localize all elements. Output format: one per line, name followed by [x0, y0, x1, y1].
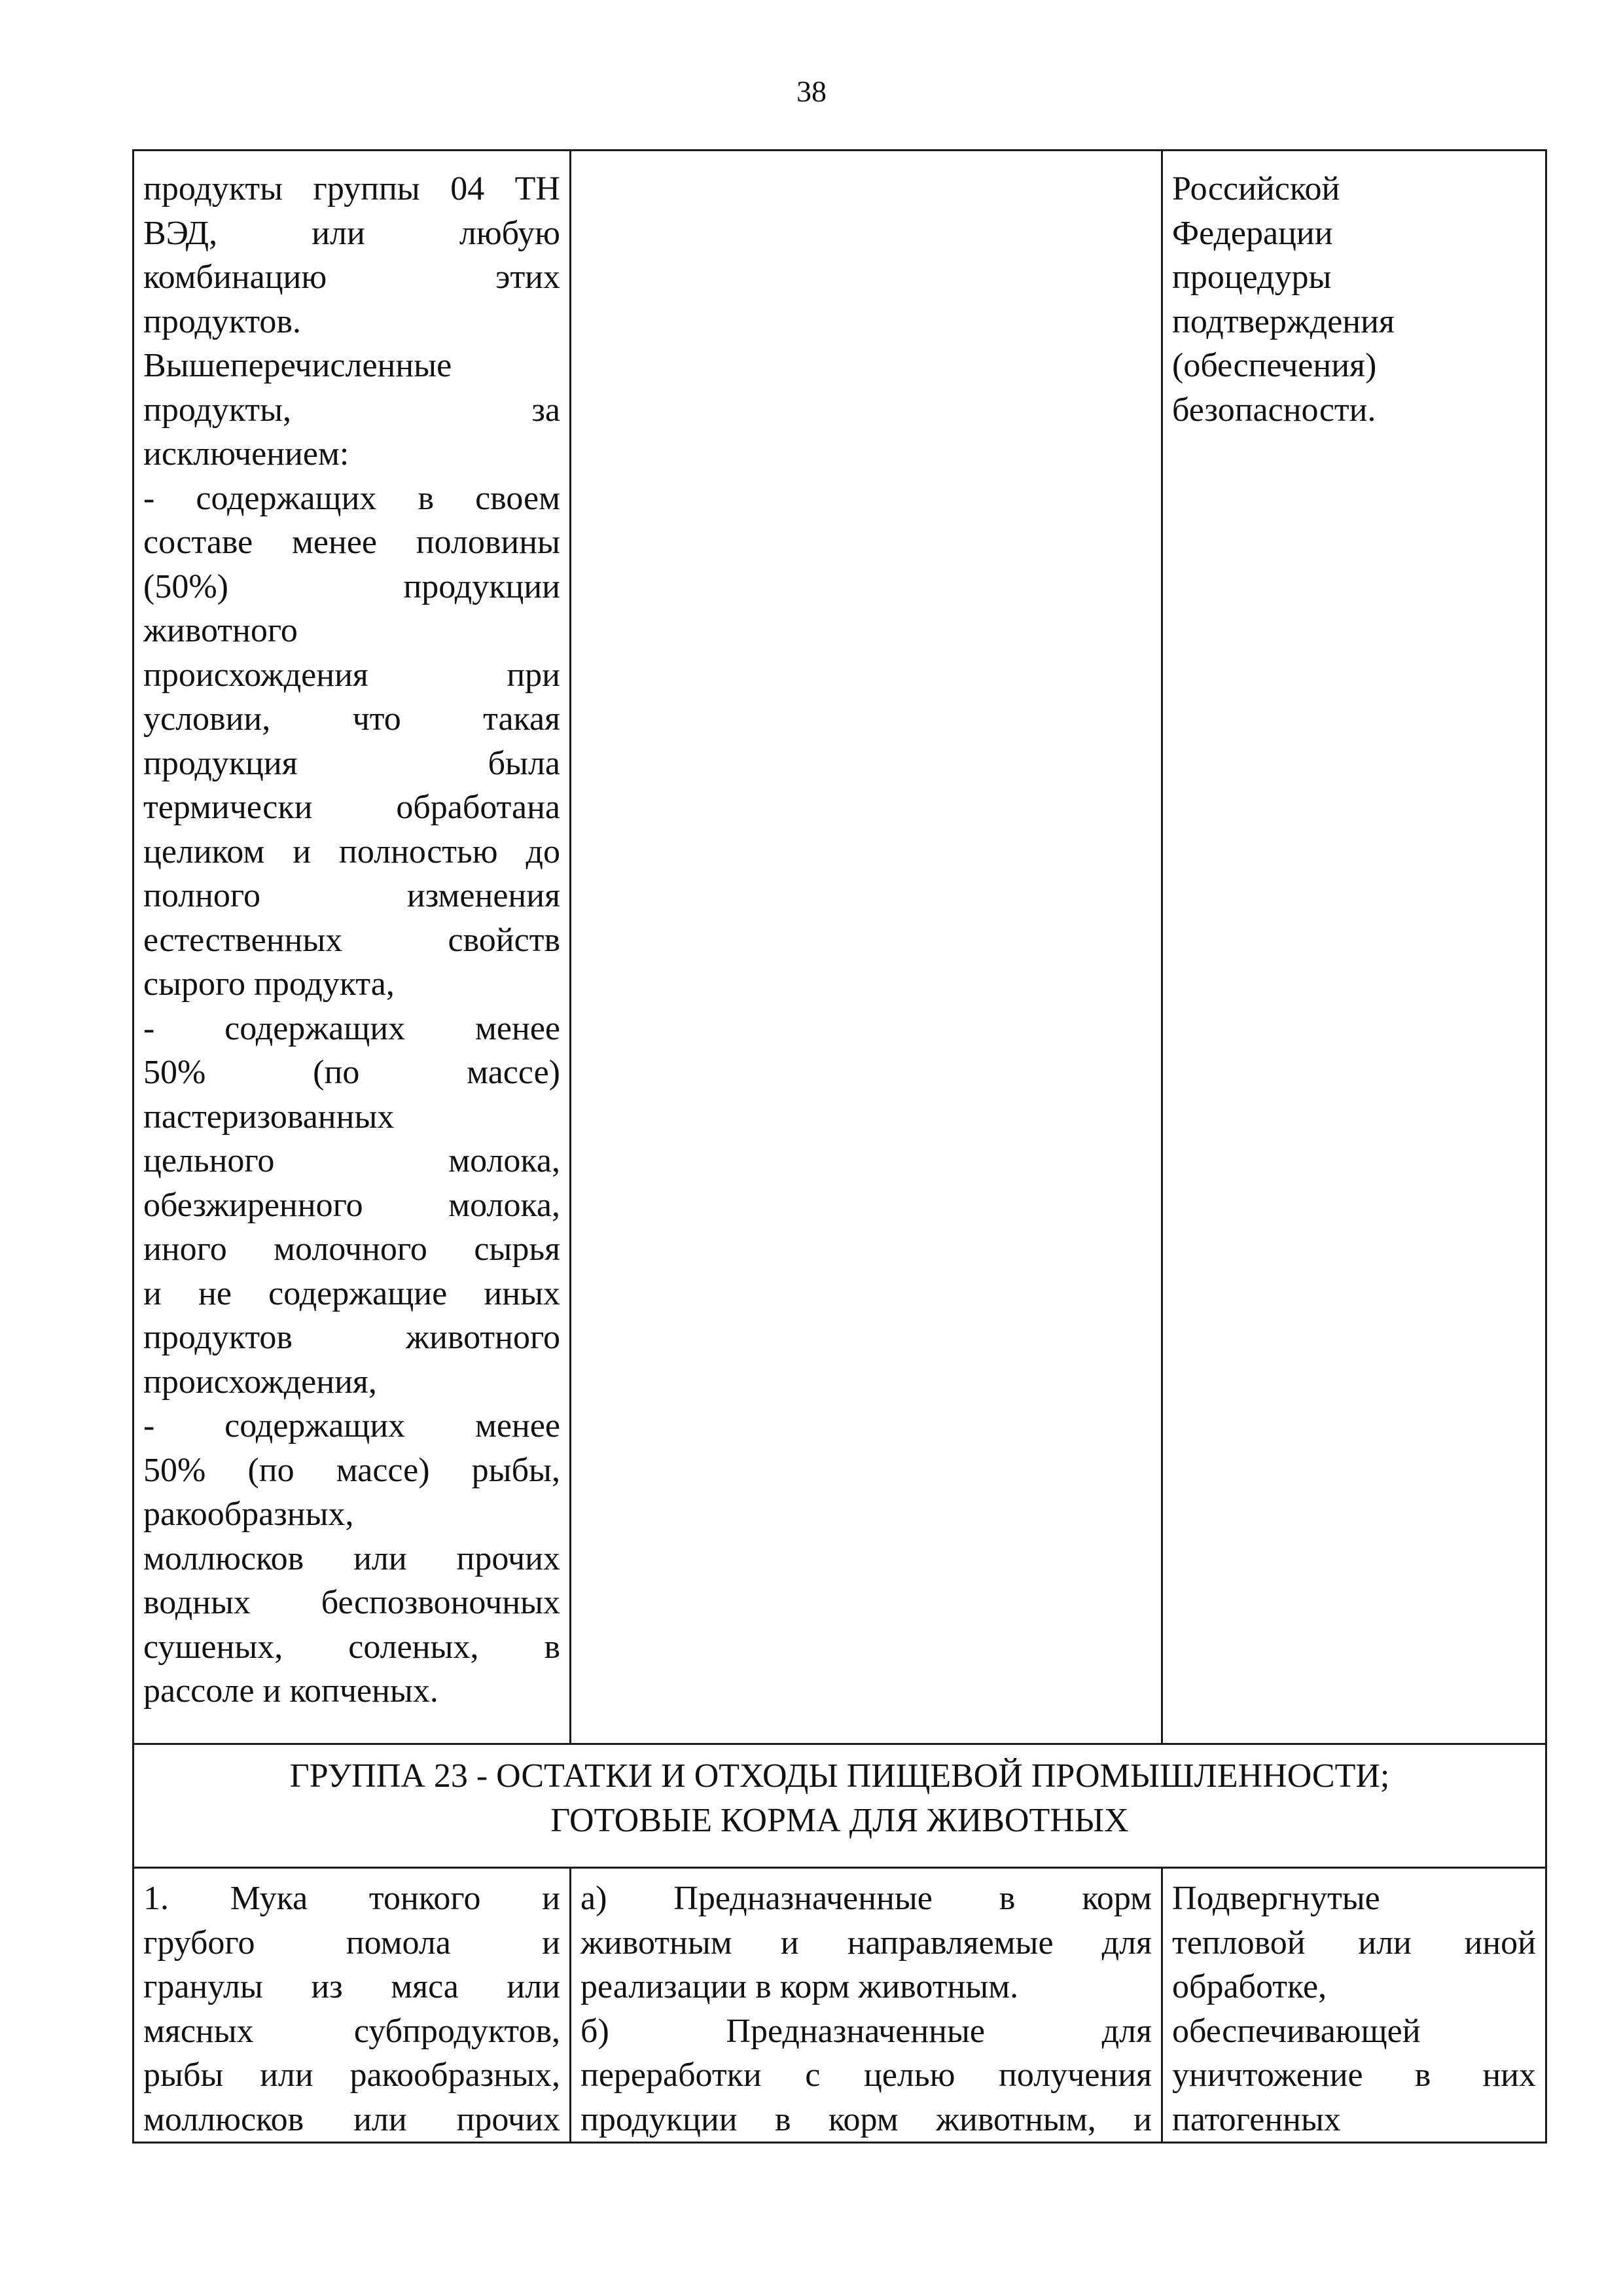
text-line: Подвергнутые [1172, 1880, 1380, 1917]
text-line: целиком и полностью до [143, 833, 560, 870]
row3-purpose-cell [571, 1868, 1162, 2143]
row1-condition-cell [1162, 151, 1546, 1744]
row1-condition-text [1172, 167, 1536, 432]
text-line: гранулы из мяса или [143, 1968, 560, 2005]
text-line: грубого помола и [143, 1924, 560, 1962]
text-line: исключением: [143, 435, 349, 473]
text-line: процедуры [1172, 259, 1332, 296]
text-line: - содержащих менее [143, 1407, 560, 1444]
text-line: а) Предназначенные в корм [580, 1880, 1152, 1917]
row3-condition-cell [1162, 1868, 1546, 2143]
text-line: сырого продукта, [143, 965, 395, 1003]
text-line: происхождения, [143, 1363, 377, 1401]
row1-product-cell [134, 151, 571, 1744]
text-line: продуктов. [143, 302, 301, 340]
text-line: иного молочного сырья [143, 1230, 560, 1268]
text-line: безопасности. [1172, 391, 1376, 429]
text-line: моллюсков или прочих [143, 1539, 560, 1577]
text-line: полного изменения [143, 877, 560, 914]
text-line: обезжиренного молока, [143, 1186, 560, 1224]
page-number: 38 [796, 75, 827, 108]
text-line: и не содержащие иных [143, 1274, 560, 1312]
table-row [134, 1868, 1546, 2143]
text-line: продукты группы 04 ТН [143, 170, 560, 207]
text-line: ракообразных, [143, 1496, 354, 1533]
row1-product-text [143, 167, 560, 1713]
text-line: рассоле и копченых. [143, 1672, 438, 1710]
text-line: термически обработана [143, 789, 560, 826]
text-line: комбинацию этих [143, 259, 560, 296]
text-line: обработке, [1172, 1968, 1327, 2005]
text-line: условии, что такая [143, 700, 560, 738]
row3-product-cell [134, 1868, 571, 2143]
row3-condition-text [1172, 1876, 1536, 2142]
text-line: - содержащих менее [143, 1009, 560, 1047]
text-line: (50%) продукции [143, 567, 560, 605]
text-line: - содержащих в своем [143, 479, 560, 517]
text-line: происхождения при [143, 656, 560, 694]
text-line: ВЭД, или любую [143, 214, 560, 252]
group-header-cell [134, 1744, 1546, 1868]
document-table [132, 149, 1547, 2144]
text-line: (обеспечения) [1172, 347, 1377, 384]
text-line: Вышеперечисленные [143, 347, 452, 384]
group-header-line-1: ГРУППА 23 - ОСТАТКИ И ОТХОДЫ ПИЩЕВОЙ ПРОМЫШЛЕННОСТИ; [289, 1757, 1390, 1795]
row1-purpose-cell [571, 151, 1162, 1744]
text-line: моллюсков или прочих [143, 2100, 560, 2138]
text-line: составе менее половины [143, 524, 560, 561]
text-line: цельного молока, [143, 1142, 560, 1179]
group-header-line-2: ГОТОВЫЕ КОРМА ДЛЯ ЖИВОТНЫХ [550, 1802, 1129, 1839]
text-line: животным и направляемые для [580, 1924, 1152, 1962]
text-line: Российской [1172, 170, 1340, 207]
text-line: 1. Мука тонкого и [143, 1880, 560, 1917]
text-line: продукты, за [143, 391, 560, 429]
text-line: реализации в корм животным. [580, 1968, 1019, 2005]
row3-purpose-text [580, 1876, 1152, 2142]
text-line: уничтожение в них [1172, 2056, 1536, 2094]
text-line: обеспечивающей [1172, 2012, 1421, 2050]
text-line: пастеризованных [143, 1098, 395, 1136]
text-line: подтверждения [1172, 302, 1395, 340]
text-line: продуктов животного [143, 1319, 560, 1356]
table-row [134, 151, 1546, 1744]
text-line: патогенных [1172, 2100, 1341, 2138]
text-line: естественных свойств [143, 921, 560, 959]
text-line: Федерации [1172, 214, 1333, 252]
text-line: тепловой или иной [1172, 1924, 1536, 1962]
text-line: б) Предназначенные для [580, 2012, 1152, 2050]
text-line: животного [143, 612, 298, 649]
text-line: мясных субпродуктов, [143, 2012, 560, 2050]
row3-product-text [143, 1876, 560, 2142]
text-line: переработки с целью получения [580, 2056, 1152, 2094]
text-line: продукции в корм животным, и [580, 2100, 1152, 2138]
group-header-row [134, 1744, 1546, 1868]
text-line: продукция была [143, 744, 560, 782]
text-line: 50% (по массе) [143, 1054, 560, 1091]
text-line: сушеных, соленых, в [143, 1628, 560, 1666]
text-line: 50% (по массе) рыбы, [143, 1451, 560, 1489]
text-line: водных беспозвоночных [143, 1584, 560, 1621]
text-line: рыбы или ракообразных, [143, 2056, 560, 2094]
